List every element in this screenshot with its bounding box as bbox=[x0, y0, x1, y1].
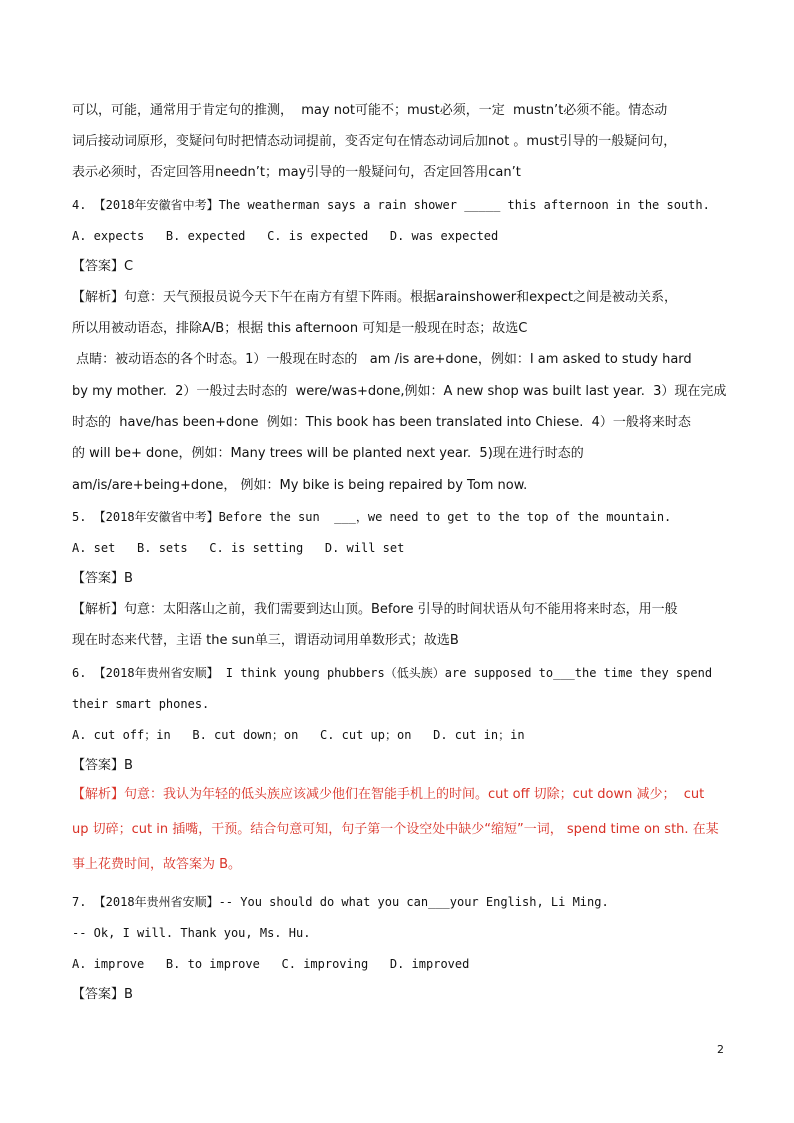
text-line: 可以，可能，通常用于肯定句的推测， may not可能不；must必须，一定 mustn’t必须不能。情态动 bbox=[72, 103, 668, 118]
answer-7: 【答案】B bbox=[72, 987, 133, 1002]
answer-4: 【答案】C bbox=[72, 259, 134, 274]
text-line: up 切碎；cut in 插嘴，干预。结合句意可知，句子第一个设空处中缺少“缩短”一词， spend time on sth. 在某 bbox=[72, 822, 719, 837]
text-line: am/is/are+being+done， 例如：My bike is being repaired by Tom now. bbox=[72, 478, 528, 493]
analysis-4: 【解析】句意：天气预报员说今天下午在南方有望下阵雨。根据arainshower和expect之间是被动关系， bbox=[72, 290, 678, 305]
text-line: 所以用被动语态，排除A/B；根据 this afternoon 可知是一般现在时态；故选C bbox=[72, 321, 528, 336]
text-line: 事上花费时间，故答案为 B。 bbox=[72, 857, 242, 872]
answer-6: 【答案】B bbox=[72, 758, 133, 773]
text-line: 词后接动词原形，变疑问句时把情态动词提前，变否定句在情态动词后加not 。must引导的一般疑问句， bbox=[72, 134, 677, 149]
answer-5: 【答案】B bbox=[72, 571, 133, 586]
page-number: 2 bbox=[717, 1043, 724, 1056]
tip-4: 点睛：被动语态的各个时态。1）一般现在时态的 am /is are+done，例如：I am asked to study hard bbox=[72, 352, 692, 367]
question-7: 7. 【2018年贵州省安顺】-- You should do what you can___your English, Li Ming. bbox=[72, 895, 609, 909]
text-line: 表示必须时，否定回答用needn’t；may引导的一般疑问句，否定回答用can’t bbox=[72, 165, 521, 180]
text-line: their smart phones. bbox=[72, 697, 210, 711]
question-5-options: A. set B. sets C. is setting D. will set bbox=[72, 541, 405, 555]
text-line: -- Ok, I will. Thank you, Ms. Hu. bbox=[72, 926, 311, 940]
text-line: by my mother. 2）一般过去时态的 were/was+done,例如：A new shop was built last year. 3）现在完成 bbox=[72, 384, 727, 399]
question-5: 5. 【2018年安徽省中考】Before the sun ___，we need to get to the top of the mountain. bbox=[72, 510, 672, 524]
analysis-5: 【解析】句意：太阳落山之前，我们需要到达山顶。Before 引导的时间状语从句不能用将来时态，用一般 bbox=[72, 602, 678, 617]
analysis-6: 【解析】句意：我认为年轻的低头族应该减少他们在智能手机上的时间。cut off 切除；cut down 减少； cut bbox=[72, 787, 705, 802]
question-6: 6. 【2018年贵州省安顺】 I think young phubbers（低头族）are supposed to___the time they spend bbox=[72, 666, 713, 680]
question-4-options: A. expects B. expected C. is expected D. was expected bbox=[72, 229, 499, 243]
question-6-options: A. cut off；in B. cut down；on C. cut up；on D. cut in；in bbox=[72, 728, 525, 742]
question-4: 4. 【2018年安徽省中考】The weatherman says a rain shower _____ this afternoon in the south. bbox=[72, 198, 710, 212]
text-line: 时态的 have/has been+done 例如：This book has been translated into Chiese. 4）一般将来时态 bbox=[72, 415, 691, 430]
question-7-options: A. improve B. to improve C. improving D. improved bbox=[72, 957, 470, 971]
text-line: 现在时态来代替，主语 the sun单三，谓语动词用单数形式；故选B bbox=[72, 633, 459, 648]
text-line: 的 will be+ done，例如：Many trees will be planted next year. 5)现在进行时态的 bbox=[72, 446, 584, 461]
